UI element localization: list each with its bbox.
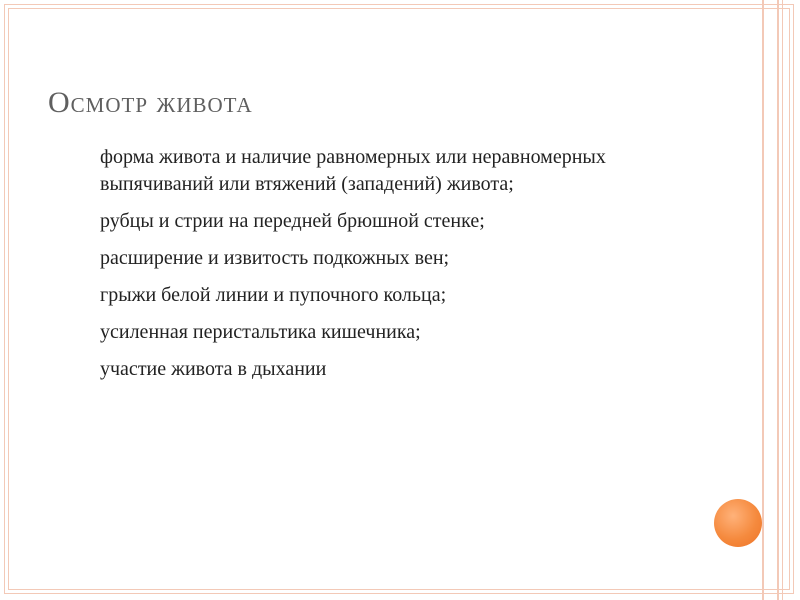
list-item-text: грыжи белой линии и пупочного кольца; — [100, 284, 447, 306]
decorative-stripe — [777, 0, 779, 600]
bullet-icon — [48, 323, 57, 336]
list-item — [48, 319, 648, 346]
list-item-text: рубцы и стрии на передней брюшной стенке; — [100, 210, 485, 232]
list-item — [48, 144, 648, 198]
bullet-icon — [48, 286, 57, 299]
slide-title: Осмотр живота — [48, 86, 253, 119]
accent-circle — [714, 499, 762, 547]
bullet-icon — [48, 360, 57, 373]
bullet-icon — [48, 212, 57, 225]
bullet-list — [48, 144, 648, 393]
bullet-icon — [48, 249, 57, 262]
list-item — [48, 208, 648, 235]
list-item-text: участие живота в дыхании — [100, 358, 327, 380]
list-item — [48, 356, 648, 383]
list-item-text: расширение и извитость подкожных вен; — [100, 247, 450, 269]
decorative-stripe — [762, 0, 764, 600]
list-item-text: форма живота и наличие равномерных или неравномерных выпячиваний или втяжений (западений) живота; — [100, 146, 606, 195]
list-item — [48, 282, 648, 309]
decorative-stripe — [782, 0, 783, 600]
bullet-icon — [48, 148, 57, 161]
list-item — [48, 245, 648, 272]
list-item-text: усиленная перистальтика кишечника; — [100, 321, 421, 343]
